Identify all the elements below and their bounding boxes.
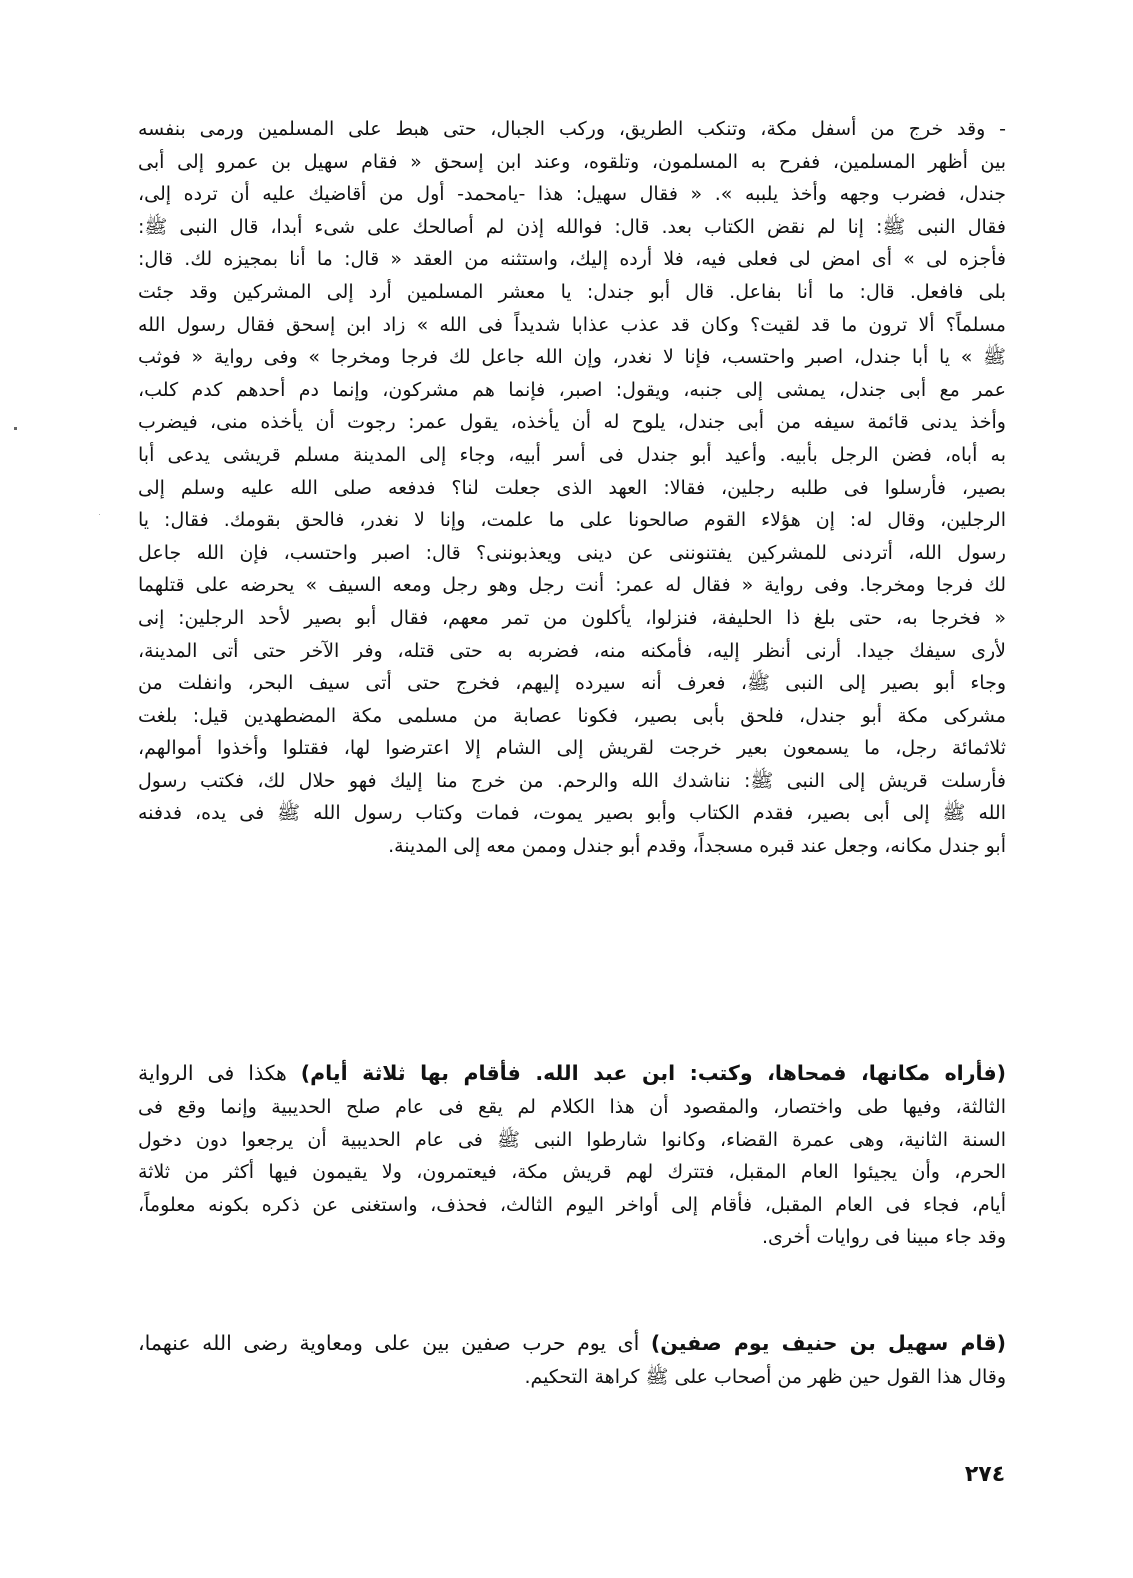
text-line: بلى فافعل. قال: ما أنا بفاعل. قال أبو جندل: يا معشر المسلمين أرد إلى المشركين وقد جئت [138, 280, 1006, 303]
text-line: أيام، فجاء فى العام المقبل، فأقام إلى أواخر اليوم الثالث، فحذف، واستغنى عن ذكره بكونه معلوماً، [138, 1193, 1006, 1216]
text-line: وقد جاء مبينا فى روايات أخرى. [762, 1226, 1006, 1249]
scan-speck [99, 514, 100, 515]
text-line: بين أظهر المسلمين، ففرح به المسلمون، وتلقوه، وعند ابن إسحق « فقام سهيل بن عمرو إلى أبى [138, 150, 1006, 173]
text-line: الثالثة، وفيها طى واختصار، والمقصود أن هذا الكلام لم يقع فى عام صلح الحديبية وإنما وقع فى [138, 1096, 1006, 1118]
text-line: « فخرجا به، حتى بلغ ذا الحليفة، فنزلوا، يأكلون من تمر معهم، فقال أبو بصير لأحد الرجلين: إنى [138, 606, 1006, 629]
lead-continuation: هكذا فى الرواية [138, 1061, 301, 1085]
text-line: الرجلين، وقال له: إن هؤلاء القوم صالحونا على ما علمت، وإنا لا نغدر، فالحق بقومك. فقال: يا [138, 509, 1006, 532]
paragraph-commentary-siffin [138, 1326, 1006, 1394]
text-line: فأرسلت قريش إلى النبى ﷺ: نناشدك الله والرحم. من خرج منا إليك فهو حلال لك، فكتب رسول [138, 769, 1006, 792]
scan-speck [14, 427, 17, 430]
text-line: لك فرجا ومخرجا. وفى رواية « فقال له عمر: أنت رجل وهو رجل ومعه السيف » يحرضه على قتلهما [138, 574, 1006, 597]
text-line: ﷺ » يا أبا جندل، اصبر واحتسب، فإنا لا نغدر، وإن الله جاعل لك فرجا ومخرجا » وفى رواية « فوثب [138, 346, 1006, 369]
text-line: رسول الله، أتردنى للمشركين يفتنوننى عن دينى ويعذبوننى؟ قال: اصبر واحتسب، فإن الله جاعل [138, 541, 1006, 564]
text-line: وأخذ يدنى قائمة سيفه من أبى جندل، يلوح له أن يأخذه، يقول عمر: رجوت أن يأخذه منى، فيضرب [138, 411, 1006, 434]
text-line: الله ﷺ إلى أبى بصير، فقدم الكتاب وأبو بصير يموت، فمات وكتاب رسول الله ﷺ فى يده، فدفنه [138, 802, 1006, 825]
text-line: ثلاثمائة رجل، ما يسمعون بعير خرجت لقريش إلى الشام إلا اعترضوا لها، فقتلوا وأخذوا أموالهم، [138, 737, 1006, 760]
paragraph-abu-jandal-story [138, 113, 1006, 863]
lead-continuation: أى يوم حرب صفين بين على ومعاوية رضى الله عنهما، [138, 1331, 651, 1355]
text-line: الحرم، وأن يجيئوا العام المقبل، فتترك لهم قريش مكة، فيعتمرون، ولا يقيمون فيها أكثر من ثلاثة [138, 1161, 1006, 1184]
text-line: مسلماً؟ ألا ترون ما قد لقيت؟ وكان قد عذب عذابا شديداً فى الله » زاد ابن إسحق فقال رسول الله [138, 313, 1006, 336]
heading-line [138, 1326, 1006, 1361]
page-number: ٢٧٤ [964, 1462, 1006, 1487]
text-line: لأرى سيفك جيدا. أرنى أنظر إليه، فأمكنه منه، فضربه به حتى قتله، وفر الآخر حتى أتى المدينة، [138, 639, 1006, 662]
text-line: به أباه، فضن الرجل بأبيه. وأعيد أبو جندل فى أسر أبيه، وجاء إلى المدينة مسلم قريشى يدعى أبا [138, 443, 1006, 466]
text-line: جندل، فضرب وجهه وأخذ يلببه ». « فقال سهيل: هذا -يامحمد- أول من أقاضيك عليه أن ترده إلى، [138, 183, 1006, 206]
text-line: - وقد خرج من أسفل مكة، وتنكب الطريق، وركب الجبال، حتى هبط على المسلمين ورمى بنفسه [138, 118, 1006, 140]
text-line: مشركى مكة أبو جندل، فلحق بأبى بصير، فكونا عصابة من مسلمى مكة المضطهدين قيل: بلغت [138, 704, 1006, 727]
text-line: أبو جندل مكانه، وجعل عند قبره مسجداً، وقدم أبو جندل وممن معه إلى المدينة. [388, 835, 1006, 858]
text-line: بصير، فأرسلوا فى طلبه رجلين، فقالا: العهد الذى جعلت لنا؟ فدفعه صلى الله عليه وسلم إلى [138, 476, 1006, 499]
text-line: عمر مع أبى جندل، يمشى إلى جنبه، ويقول: اصبر، فإنما هم مشركون، وإنما دم أحدهم كدم كلب، [138, 378, 1006, 401]
heading-line [138, 1056, 1006, 1091]
text-line: فأجزه لى » أى امض لى فعلى فيه، فلا أرده إليك، واستثنه من العقد « قال: ما أنا بمجيزه لك. قال: [138, 248, 1006, 271]
paragraph-commentary-three-days [138, 1056, 1006, 1254]
quoted-hadith-lead: (فأراه مكانها، فمحاها، وكتب: ابن عبد الله. فأقام بها ثلاثة أيام) [300, 1061, 1006, 1085]
text-line: السنة الثانية، وهى عمرة القضاء، وكانوا شارطوا النبى ﷺ فى عام الحديبية أن يرجعوا دون دخول [138, 1128, 1006, 1151]
text-line: فقال النبى ﷺ: إنا لم نقض الكتاب بعد. قال: فوالله إذن لم أصالحك على شىء أبدا، قال النبى ﷺ: [138, 215, 1006, 238]
text-line: وقال هذا القول حين ظهر من أصحاب على ﷺ كراهة التحكيم. [524, 1366, 1006, 1388]
quoted-hadith-lead: (قام سهيل بن حنيف يوم صفين) [650, 1331, 1006, 1355]
text-line: وجاء أبو بصير إلى النبى ﷺ، فعرف أنه سيرده إليهم، فخرج حتى أتى سيف البحر، وانفلت من [138, 672, 1006, 695]
